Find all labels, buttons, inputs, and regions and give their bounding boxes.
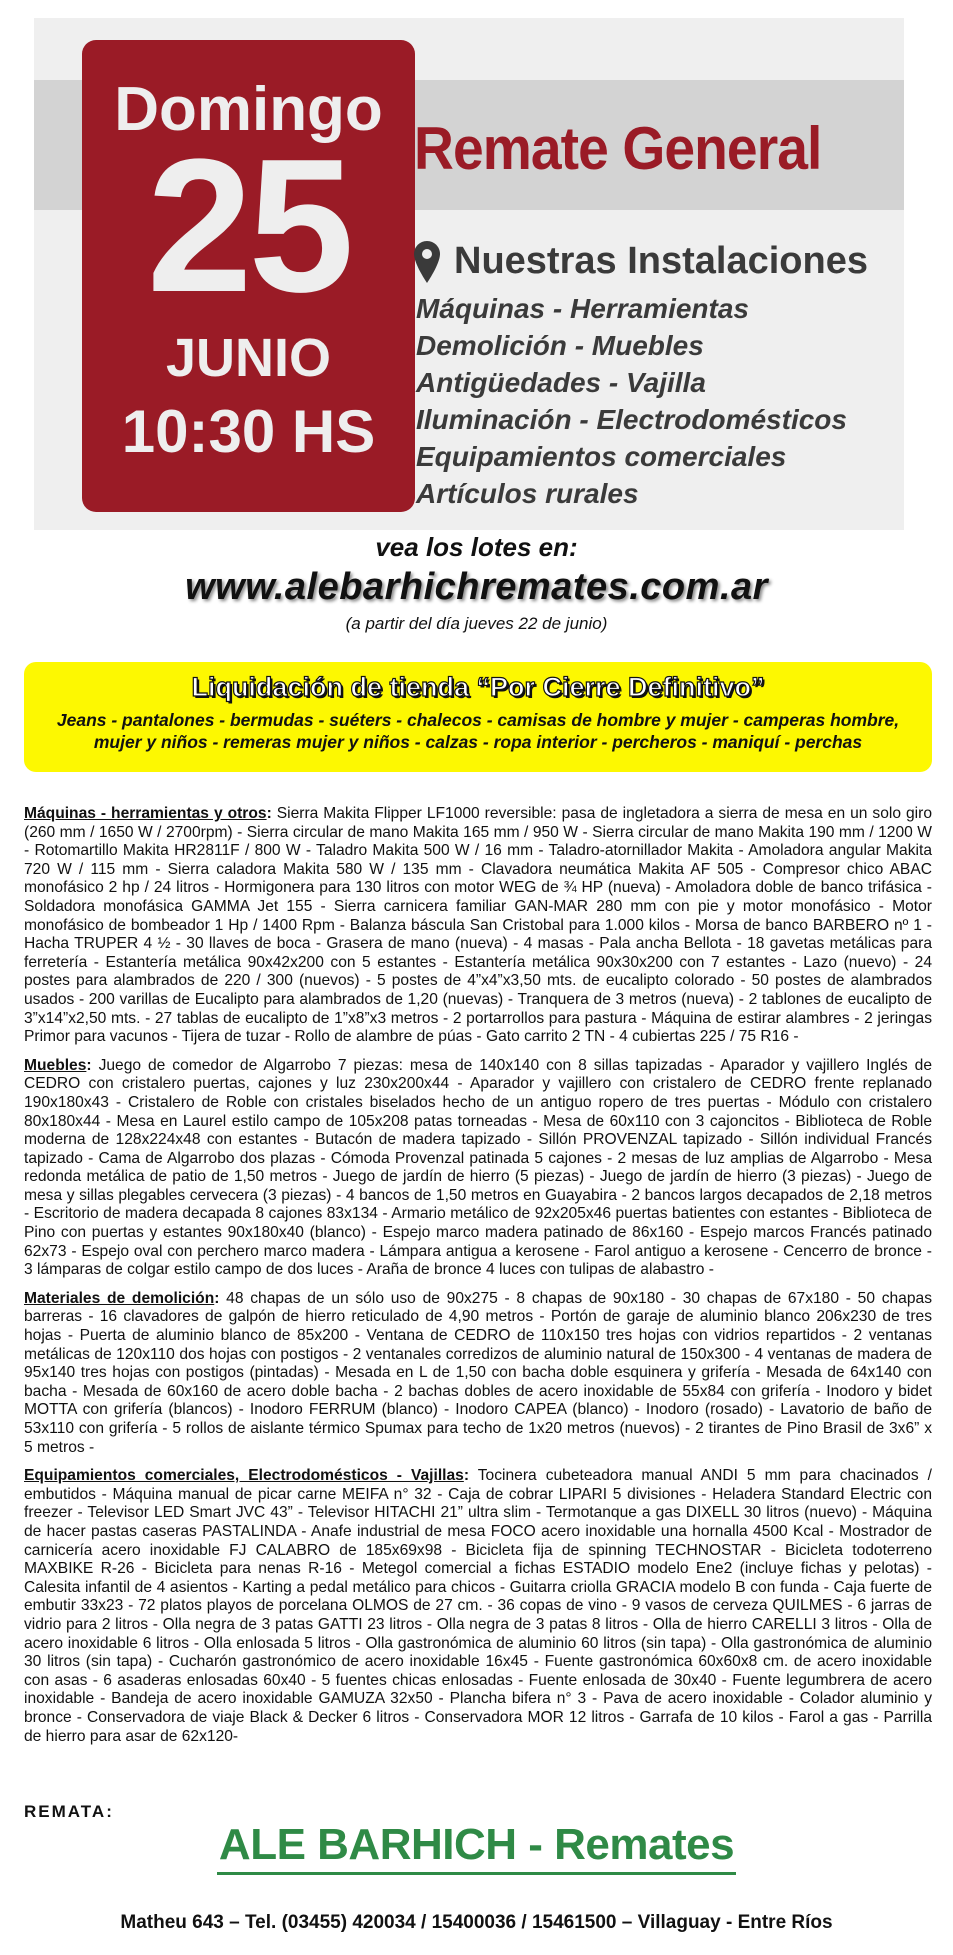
category-item: Demolición - Muebles: [416, 330, 704, 361]
venue: [414, 240, 868, 283]
promo-title: Liquidación de tienda “Por Cierre Definitivo”: [191, 672, 765, 702]
lot-section-machinery: Máquinas - herramientas y otros: Sierra Makita Flipper LF1000 reversible: pasa de ingletadora a sierra de mesa en un solo giro (260 mm / 1650 W / 2700rpm) - Sierra circular de mano Makita 165 mm / 950 W - Sierra circular de mano Makita 190 mm / 1200 W - Rotomartillo Makita HR2811F / 800 W - Taladro Makita 500 W / 16 mm - Taladro-atornillador Makita - Amoladora angular Makita 720 W / 115 mm - Sierra caladora Makita 580 W / 135 mm - Clavadora neumática Makita AF 505 - Compresor chico ABAC monofásico 2 hp / 24 litros - Hormigonera para 130 litros con motor WEG de ¾ HP (nueva) - Amoladora doble de banco trifásica - Soldadora monofásica GAMMA Jet 155 - Sierra carnicera familiar GAN-MAR 280 mm con pie y motor monofásico - Motor monofásico de bombeador 1 Hp / 1400 Rpm - Balanza báscula San Cristobal para 1.000 kilos - Morsa de banco BARBERO nº 1 - Hacha TRUPER 4 ½ - 30 llaves de boca - Grasera de mano (nueva) - 4 masas - Pala ancha Bellota - 18 gavetas metálicas para ferretería - Estantería metálica 90x42x200 con 5 estantes - Estantería metálica 90x30x200 con 7 estantes - Lazo (nuevo) - 24 postes para alambrados de 220 / 300 (nuevos) - 5 postes de 4”x4”x3,50 mts. de eucalipto colorado - 50 postes de alambrados usados - 200 varillas de Eucalipto para alambrados de 1,20 (nuevas) - Tranquera de 3 metros (nueva) - 2 tablones de eucalipto de 3”x14”x2,50 mts. - 27 tablas de eucalipto de 1”x8”x3 metros - 2 portarrollos para pastura - Máquina de estirar alambres - 2 jeringas Primor para vacunos - Tijera de tuzar - Rollo de alambre de púas - Gato carrito 2 TN - 4 cubiertas 225 / 75 R16 -: [24, 805, 932, 1046]
lot-section-label: Materiales de demolición: [24, 1289, 215, 1307]
website-intro: vea los lotes en:: [375, 532, 578, 562]
lot-section-label: Máquinas - herramientas y otros: [24, 805, 267, 822]
event-day: Domingo: [114, 75, 383, 144]
website-url[interactable]: www.alebarhichremates.com.ar: [185, 566, 768, 608]
auctioneer-brand: [0, 1820, 953, 1875]
event-month: JUNIO: [165, 328, 332, 388]
category-item: Equipamientos comerciales: [416, 441, 787, 472]
website-note: (a partir del día jueves 22 de junio): [345, 614, 608, 633]
auctioneer-name: ALE BARHICH - Remates: [217, 1820, 736, 1875]
lot-section-text: 48 chapas de un sólo uso de 90x275 - 8 chapas de 90x180 - 30 chapas de 67x180 - 50 chapas barreras - 16 clavadores de galpón de hierro reticulado de 4,90 metros - Portón de garaje de aluminio blanco 206x230 de tres hojas - Puerta de aluminio blanco de 85x200 - Ventana de CEDRO de 110x150 tres hojas con vidrios repartidos - 2 ventanas metálicas de 120x110 dos hojas con postigos - 2 ventanales corredizos de aluminio natural de 150x300 - 4 ventanas de madera de 95x140 tres hojas con postigos (pintadas) - Mesada en L de 1,50 con bacha doble esquinera y grifería - Mesada de 64x140 con bacha - Mesada de 60x160 de acero doble bacha - 2 bachas dobles de acero inoxidable de 55x84 con grifería - Inodoro y bidet MOTTA con grifería (blancos) - Inodoro FERRUM (blanco) - Inodoro CAPEA (blanco) - Inodoro (rosado) - Lavatorio de baño de 53x110 con grifería - 5 rollos de aislante térmico Spumax para techo de 1x20 metros (nuevos) - 2 tirantes de Pino Brasil de 3x6” x 5 metros -: [24, 1289, 932, 1456]
category-list: [416, 290, 847, 512]
category-item: Iluminación - Electrodomésticos: [416, 404, 847, 435]
category-item: Antigüedades - Vajilla: [416, 367, 706, 398]
footer-contact: Matheu 643 – Tel. (03455) 420034 / 15400036 / 15461500 – Villaguay - Entre Ríos: [120, 1912, 833, 1933]
lot-section-commercial: Equipamientos comerciales, Electrodomésticos - Vajillas: Tocinera cubeteadora manual ANDI 5 mm para chacinados / embutidos - Máquina manual de picar carne MEIFA n° 32 - Caja de cobrar LIPARI 5 divisiones - Heladera Standard Electric con freezer - Televisor LED Smart JVC 43” - Televisor HITACHI 21” ultra slim - Termotanque a gas DIXELL 30 litros (nuevo) - Máquina de hacer pastas caseras PASTALINDA - Anafe industrial de mesa FOCO acero inoxidable una hornalla 4500 Kcal - Mostrador de carnicería acero inoxidable FJ CALABRO de 185x69x98 - Bicicleta fija de spinning TECHNOSTAR - Bicicleta todoterreno MAXBIKE R-26 - Bicicleta para nenas R-16 - Metegol comercial a fichas ESTADIO modelo Ene2 (incluye fichas y pelotas) - Calesita infantil de 4 asientos - Karting a pedal metálico para chicos - Guitarra criolla GRACIA modelo B con funda - Caja fuerte de embutir 33x23 - 72 platos playos de porcelana OLMOS de 27 cm. - 36 copas de vino - 9 vasos de cerveza QUILMES - 6 jarras de vidrio para 2 litros - Olla negra de 3 patas GATTI 23 litros - Olla negra de 3 patas 8 litros - Olla de hierro CARELLI 3 litros - Olla de acero inoxidable 6 litros - Olla enlosada 5 litros - Olla gastronómica de aluminio 60 litros (sin tapa) - Olla gastronómica de aluminio 30 litros (sin tapa) - Cucharón gastronómico de acero inoxidable 16x45 - Fuente gastronómica 60x60x8 cm. de acero inoxidable con asas - 6 asaderas enlosadas 60x40 - 5 fuentes chicas enlosadas - Fuente enlosada de 30x40 - Fuente legumbrera de acero inoxidable - Bandeja de acero inoxidable GAMUZA 32x50 - Plancha bifera n° 3 - Pava de acero inoxidable - Colador aluminio y bronce - Conservadora de viaje Black & Decker 6 litros - Conservadora MOR 12 litros - Garrafa de 10 kilos - Farol a gas - Parrilla de hierro para asar de 62x120-: [24, 1467, 932, 1745]
category-item: Artículos rurales: [416, 478, 639, 509]
event-title: Remate General: [414, 115, 822, 182]
lot-section-label: Equipamientos comerciales, Electrodomésticos - Vajillas: [24, 1467, 464, 1485]
category-item: Máquinas - Herramientas: [416, 293, 749, 324]
lot-section-text: Tocinera cubeteadora manual ANDI 5 mm para chacinados / embutidos - Máquina manual de picar carne MEIFA n° 32 - Caja de cobrar LIPARI 5 divisiones - Heladera Standard Electric con freezer - Televisor LED Smart JVC 43” - Televisor HITACHI 21” ultra slim - Termotanque a gas DIXELL 30 litros (nuevo) - Máquina de hacer pastas caseras PASTALINDA - Anafe industrial de mesa FOCO acero inoxidable una hornalla 4500 Kcal - Mostrador de carnicería acero inoxidable FJ CALABRO de 185x69x98 - Bicicleta fija de spinning TECHNOSTAR - Bicicleta todoterreno MAXBIKE R-26 - Bicicleta para nenas R-16 - Metegol comercial a fichas ESTADIO modelo Ene2 (incluye fichas y pelotas) - Calesita infantil de 4 asientos - Karting a pedal metálico para chicos - Guitarra criolla GRACIA modelo B con funda - Caja fuerte de embutir 33x23 - 72 platos playos de porcelana OLMOS de 27 cm. - 36 copas de vino - 9 vasos de cerveza QUILMES - 6 jarras de vidrio para 2 litros - Olla negra de 3 patas GATTI 23 litros - Olla negra de 3 patas 8 litros - Olla de hierro CARELLI 3 litros - Olla de acero inoxidable 6 litros - Olla enlosada 5 litros - Olla gastronómica de aluminio 60 litros (sin tapa) - Olla gastronómica de aluminio 30 litros (sin tapa) - Cucharón gastronómico de acero inoxidable 16x45 - Fuente gastronómica 60x60x8 cm. de acero inoxidable con asas - 6 asaderas enlosadas 60x40 - 5 fuentes chicas enlosadas - Fuente enlosada de 30x40 - Fuente legumbrera de acero inoxidable - Bandeja de acero inoxidable GAMUZA 32x50 - Plancha bifera n° 3 - Pava de acero inoxidable - Colador aluminio y bronce - Conservadora de viaje Black & Decker 6 litros - Conservadora MOR 12 litros - Garrafa de 10 kilos - Farol a gas - Parrilla de hierro para asar de 62x120-: [24, 1467, 932, 1745]
date-box: [82, 40, 415, 512]
map-pin-icon: [414, 241, 440, 283]
lot-list: [24, 805, 932, 1756]
lot-section-text: Juego de comedor de Algarrobo 7 piezas: mesa de 140x140 con 8 sillas tapizadas - Aparador y vajillero Inglés de CEDRO con cristalero puertas, cajones y luz 230x200x44 - Aparador y vajillero con cristalero de CEDRO frente replanado 190x180x43 - Cristalero de Roble con cristales biselados hecho de un antiguo ropero de tres puertas - Módulo con cristalero 80x180x44 - Mesa en Laurel estilo campo de 105x208 patas torneadas - Mesa de 60x110 con 3 cajoncitos - Biblioteca de Roble moderna de 128x224x48 con estantes - Butacón de madera tapizado - Sillón PROVENZAL tapizado - Sillón individual Francés tapizado - Cama de Algarrobo dos plazas - Cómoda Provenzal patinada 5 cajones - 2 mesas de luz amplias de Algarrobo - Mesa redonda metálica de patio de 1,50 metros - Juego de jardín de hierro (5 piezas) - Juego de jardín de hierro (3 piezas) - Juego de mesa y sillas plegables cervecera (3 piezas) - 4 bancos de 1,50 metros en Guayabira - 2 bancos largos decapados de 2,18 metros - Escritorio de madera decapada 8 cajones 83x134 - Armario metálico de 92x205x46 puertas batientes con estantes - Biblioteca de Pino con puertas y estantes 90x180x40 (blanco) - Espejo marco madera patinado de 86x160 - Espejo marcos Francés patinado 62x73 - Espejo oval con perchero marco madera - Lámpara antigua a kerosene - Farol antiguo a kerosene - Cencerro de bronce - 3 lámparas de colgar estilo campo de dos luces - Araña de bronce 4 luces con tulipas de alabastro -: [24, 1056, 932, 1279]
promo-box: [24, 662, 932, 772]
lot-section-furniture: Muebles: Juego de comedor de Algarrobo 7 piezas: mesa de 140x140 con 8 sillas tapizadas - Aparador y vajillero Inglés de CEDRO con cristalero puertas, cajones y luz 230x200x44 - Aparador y vajillero con cristalero de CEDRO frente replanado 190x180x43 - Cristalero de Roble con cristales biselados hecho de un antiguo ropero de tres puertas - Módulo con cristalero 80x180x44 - Mesa en Laurel estilo campo de 105x208 patas torneadas - Mesa de 60x110 con 3 cajoncitos - Biblioteca de Roble moderna de 128x224x48 con estantes - Butacón de madera tapizado - Sillón PROVENZAL tapizado - Sillón individual Francés tapizado - Cama de Algarrobo dos plazas - Cómoda Provenzal patinada 5 cajones - 2 mesas de luz amplias de Algarrobo - Mesa redonda metálica de patio de 1,50 metros - Juego de jardín de hierro (5 piezas) - Juego de jardín de hierro (3 piezas) - Juego de mesa y sillas plegables cervecera (3 piezas) - 4 bancos de 1,50 metros en Guayabira - 2 bancos largos decapados de 2,18 metros - Escritorio de madera decapada 8 cajones 83x134 - Armario metálico de 92x205x46 puertas batientes con estantes - Biblioteca de Pino con puertas y estantes 90x180x40 (blanco) - Espejo marco madera patinado de 86x160 - Espejo marcos Francés patinado 62x73 - Espejo oval con perchero marco madera - Lámpara antigua a kerosene - Farol antiguo a kerosene - Cencerro de bronce - 3 lámparas de colgar estilo campo de dos luces - Araña de bronce 4 luces con tulipas de alabastro -: [24, 1056, 932, 1279]
event-date-number: 25: [146, 120, 351, 332]
lot-section-label: Muebles: [24, 1056, 87, 1074]
event-time: 10:30 HS: [121, 398, 376, 465]
auctioneer-label: REMATA:: [24, 1802, 114, 1821]
lot-section-demolition: Materiales de demolición: 48 chapas de un sólo uso de 90x275 - 8 chapas de 90x180 - 30 chapas de 67x180 - 50 chapas barreras - 16 clavadores de galpón de hierro reticulado de 4,90 metros - Portón de garaje de aluminio blanco 206x230 de tres hojas - Puerta de aluminio blanco de 85x200 - Ventana de CEDRO de 110x150 tres hojas con vidrios repartidos - 2 ventanas metálicas de 120x110 dos hojas con postigos - 2 ventanales corredizos de aluminio natural de 150x300 - 4 ventanas de madera de 95x140 tres hojas con postigos (pintadas) - Mesada en L de 1,50 con bacha doble esquinera y grifería - Mesada de 64x140 con bacha - Mesada de 60x160 de acero doble bacha - 2 bachas dobles de acero inoxidable de 55x84 con grifería - Inodoro y bidet MOTTA con grifería (blancos) - Inodoro FERRUM (blanco) - Inodoro CAPEA (blanco) - Inodoro (rosado) - Lavatorio de baño de 53x110 con grifería - 5 rollos de aislante térmico Spumax para techo de 1x20 metros (nuevos) - 2 tirantes de Pino Brasil de 3x6” x 5 metros -: [24, 1289, 932, 1456]
hero-banner: [34, 18, 904, 530]
promo-items: Jeans - pantalones - bermudas - suéters - chalecos - camisas de hombre y mujer - camperas hombre, mujer y niños - remeras mujer y niños - calzas - ropa interior - percheros - maniquí - perchas: [56, 710, 900, 752]
lot-section-text: Sierra Makita Flipper LF1000 reversible: pasa de ingletadora a sierra de mesa en un solo giro (260 mm / 1650 W / 2700rpm) - Sierra circular de mano Makita 165 mm / 950 W - Sierra circular de mano Makita 190 mm / 1200 W - Rotomartillo Makita HR2811F / 800 W - Taladro Makita 500 W / 16 mm - Taladro-atornillador Makita - Amoladora angular Makita 720 W / 115 mm - Sierra caladora Makita 580 W / 135 mm - Clavadora neumática Makita AF 505 - Compresor chico ABAC monofásico 2 hp / 24 litros - Hormigonera para 130 litros con motor WEG de ¾ HP (nueva) - Amoladora doble de banco trifásica - Soldadora monofásica GAMMA Jet 155 - Sierra carnicera familiar GAN-MAR 280 mm con pie y motor monofásico - Motor monofásico de bombeador 1 Hp / 1400 Rpm - Balanza báscula San Cristobal para 1.000 kilos - Morsa de banco BARBERO nº 1 - Hacha TRUPER 4 ½ - 30 llaves de boca - Grasera de mano (nueva) - 4 masas - Pala ancha Bellota - 18 gavetas metálicas para ferretería - Estantería metálica 90x42x200 con 5 estantes - Estantería metálica 90x30x200 con 7 estantes - Lazo (nuevo) - 24 postes para alambrados de 220 / 300 (nuevos) - 5 postes de 4”x4”x3,50 mts. de eucalipto colorado - 50 postes de alambrados usados - 200 varillas de Eucalipto para alambrados de 1,20 (nuevas) - Tranquera de 3 metros (nueva) - 2 tablones de eucalipto de 3”x14”x2,50 mts. - 27 tablas de eucalipto de 1”x8”x3 metros - 2 portarrollos para pastura - Máquina de estirar alambres - 2 jeringas Primor para vacunos - Tijera de tuzar - Rollo de alambre de púas - Gato carrito 2 TN - 4 cubiertas 225 / 75 R16 -: [24, 805, 932, 1046]
venue-label: Nuestras Instalaciones: [454, 240, 868, 282]
